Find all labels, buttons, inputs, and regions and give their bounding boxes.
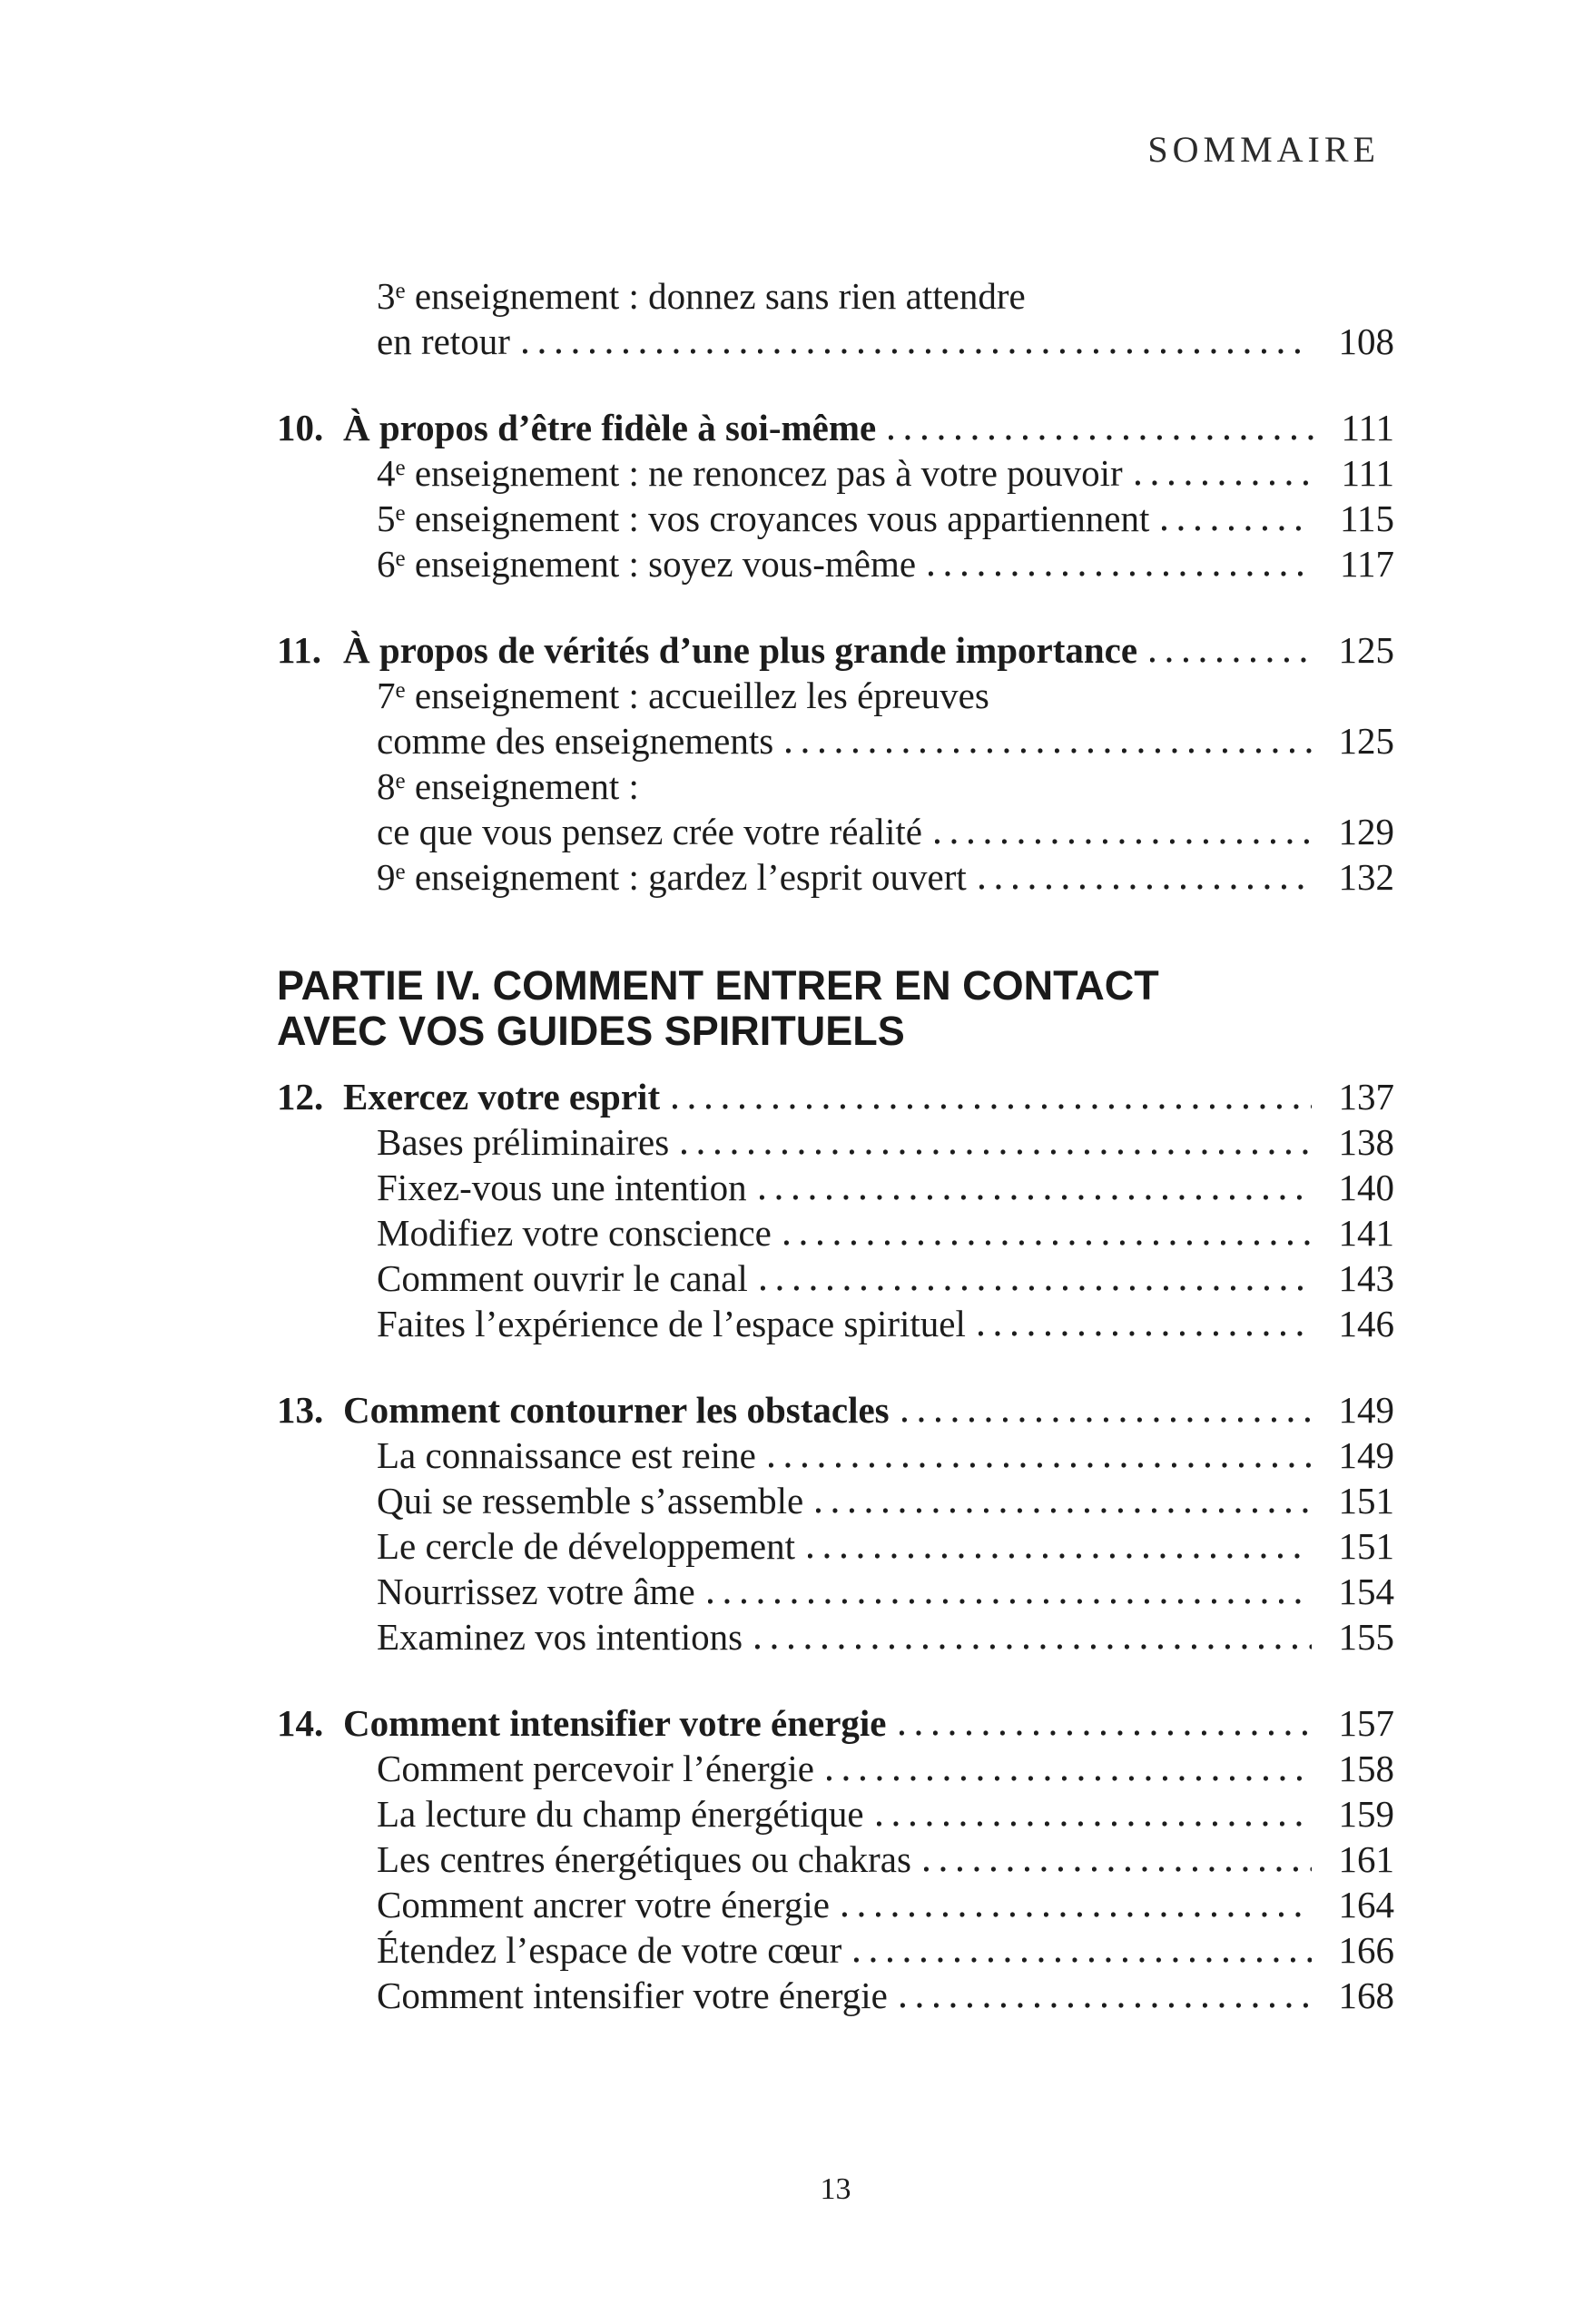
toc-sub-entry bbox=[277, 496, 1394, 541]
entry-title: Étendez l’espace de votre cœur bbox=[377, 1929, 842, 1971]
toc-sub-entry bbox=[277, 1927, 1394, 1973]
entry-title: Examinez vos intentions bbox=[377, 1616, 743, 1658]
entry-title: Nourrissez votre âme bbox=[377, 1571, 695, 1612]
entry-title: 5e enseignement : vos croyances vous appartiennent bbox=[377, 497, 1150, 539]
dot-leader bbox=[854, 1957, 1311, 1963]
toc-sub-entry bbox=[277, 319, 1394, 364]
toc-sub-entry bbox=[277, 763, 1394, 809]
page-title: SOMMAIRE bbox=[1147, 129, 1380, 170]
entry-title: Comment percevoir l’énergie bbox=[377, 1748, 814, 1789]
dot-leader bbox=[784, 1240, 1312, 1246]
page-ref: 161 bbox=[1338, 1838, 1394, 1880]
toc-sub-entry bbox=[277, 1837, 1394, 1882]
dot-leader bbox=[1150, 657, 1311, 663]
page-ref: 115 bbox=[1340, 497, 1394, 539]
page-ref: 151 bbox=[1338, 1525, 1394, 1567]
toc-chapter-entry bbox=[277, 1387, 1394, 1433]
toc-sub-entry bbox=[277, 1210, 1394, 1256]
toc-chapter-entry bbox=[277, 405, 1394, 450]
toc-sub-entry bbox=[277, 673, 1394, 718]
chapter-number: 12. bbox=[277, 1076, 324, 1118]
toc-part-heading bbox=[277, 963, 1394, 1009]
dot-leader bbox=[889, 435, 1313, 440]
page-ref: 157 bbox=[1338, 1702, 1394, 1744]
chapter-number: 14. bbox=[277, 1702, 324, 1744]
entry-title: Comment ouvrir le canal bbox=[377, 1257, 748, 1299]
page-ref: 154 bbox=[1338, 1571, 1394, 1612]
page-ref: 166 bbox=[1338, 1929, 1394, 1971]
entry-title: Modifiez votre conscience bbox=[377, 1212, 772, 1254]
toc-sub-entry bbox=[277, 1523, 1394, 1569]
dot-leader bbox=[979, 1331, 1312, 1336]
page-ref: 111 bbox=[1341, 407, 1394, 448]
page-ref: 168 bbox=[1338, 1974, 1394, 2016]
toc-sub-entry bbox=[277, 1973, 1394, 2018]
entry-title: AVEC VOS GUIDES SPIRITUELS bbox=[277, 1008, 905, 1054]
page-number: 13 bbox=[820, 2172, 851, 2206]
dot-leader bbox=[761, 1285, 1312, 1291]
entry-title: À propos de vérités d’une plus grande importance bbox=[343, 629, 1138, 671]
page-ref: 137 bbox=[1338, 1076, 1394, 1118]
entry-title: À propos d’être fidèle à soi-même bbox=[343, 407, 877, 448]
dot-leader bbox=[902, 1417, 1312, 1423]
dot-leader bbox=[935, 839, 1311, 844]
page-ref: 108 bbox=[1338, 320, 1394, 362]
dot-leader bbox=[924, 1866, 1312, 1872]
ordinal-suffix: e bbox=[395, 768, 406, 793]
chapter-number: 13. bbox=[277, 1389, 324, 1431]
entry-title: 4e enseignement : ne renoncez pas à votre pouvoir bbox=[377, 452, 1123, 494]
toc-sub-entry bbox=[277, 450, 1394, 496]
dot-leader bbox=[1162, 526, 1313, 531]
ordinal-suffix: e bbox=[395, 500, 406, 526]
dot-leader bbox=[682, 1149, 1311, 1155]
page-ref: 146 bbox=[1338, 1303, 1394, 1344]
entry-title: Comment contourner les obstacles bbox=[343, 1389, 890, 1431]
page-ref: 138 bbox=[1338, 1121, 1394, 1163]
toc-sub-entry bbox=[277, 1614, 1394, 1659]
page-ref: 125 bbox=[1338, 629, 1394, 671]
page-ref: 111 bbox=[1341, 452, 1394, 494]
ordinal-suffix: e bbox=[395, 278, 406, 303]
entry-title: 3e enseignement : donnez sans rien attendre bbox=[377, 275, 1026, 317]
chapter-number: 11. bbox=[277, 629, 321, 671]
dot-leader bbox=[755, 1644, 1311, 1649]
dot-leader bbox=[979, 884, 1312, 890]
dot-leader bbox=[900, 1730, 1312, 1736]
dot-leader bbox=[760, 1195, 1312, 1200]
entry-title: Les centres énergétiques ou chakras bbox=[377, 1838, 911, 1880]
entry-title: Comment intensifier votre énergie bbox=[377, 1974, 888, 2016]
toc-sub-entry bbox=[277, 1119, 1394, 1165]
toc-sub-entry bbox=[277, 1478, 1394, 1523]
page-ref: 129 bbox=[1338, 811, 1394, 852]
toc-sub-entry bbox=[277, 1882, 1394, 1927]
page-ref: 155 bbox=[1338, 1616, 1394, 1658]
dot-leader bbox=[842, 1912, 1311, 1917]
toc-chapter-entry bbox=[277, 1700, 1394, 1746]
entry-title: Faites l’expérience de l’espace spirituel bbox=[377, 1303, 966, 1344]
entry-title: Fixez-vous une intention bbox=[377, 1167, 747, 1208]
page-ref: 132 bbox=[1338, 856, 1394, 898]
entry-title: comme des enseignements bbox=[377, 720, 774, 762]
chapter-number: 10. bbox=[277, 407, 324, 448]
entry-title: 7e enseignement : accueillez les épreuves bbox=[377, 675, 989, 716]
entry-title: 8e enseignement : bbox=[377, 765, 639, 807]
entry-title: en retour bbox=[377, 320, 510, 362]
entry-title: Exercez votre esprit bbox=[343, 1076, 661, 1118]
entry-title: Qui se ressemble s’assemble bbox=[377, 1480, 804, 1521]
page-ref: 159 bbox=[1338, 1793, 1394, 1835]
toc-sub-entry bbox=[277, 1791, 1394, 1837]
toc-chapter-entry bbox=[277, 1074, 1394, 1119]
dot-leader bbox=[1136, 480, 1314, 486]
toc-part-heading bbox=[277, 1009, 1394, 1054]
entry-title: 9e enseignement : gardez l’esprit ouvert bbox=[377, 856, 967, 898]
toc-sub-entry bbox=[277, 541, 1394, 586]
dot-leader bbox=[816, 1508, 1311, 1513]
page-ref: 125 bbox=[1338, 720, 1394, 762]
dot-leader bbox=[827, 1776, 1312, 1781]
entry-title: 6e enseignement : soyez vous-même bbox=[377, 543, 917, 585]
dot-leader bbox=[786, 748, 1311, 753]
toc-list bbox=[277, 273, 1394, 2018]
entry-title: La lecture du champ énergétique bbox=[377, 1793, 864, 1835]
entry-title: La connaissance est reine bbox=[377, 1434, 756, 1476]
dot-leader bbox=[808, 1553, 1312, 1559]
ordinal-suffix: e bbox=[395, 677, 406, 703]
ordinal-suffix: e bbox=[395, 546, 406, 571]
page-ref: 164 bbox=[1338, 1884, 1394, 1925]
entry-title: Comment ancrer votre énergie bbox=[377, 1884, 831, 1925]
page-ref: 149 bbox=[1338, 1434, 1394, 1476]
toc-chapter-entry bbox=[277, 627, 1394, 673]
toc-sub-entry bbox=[277, 1301, 1394, 1346]
dot-leader bbox=[708, 1599, 1312, 1604]
entry-title: Comment intensifier votre énergie bbox=[343, 1702, 887, 1744]
page-ref: 141 bbox=[1338, 1212, 1394, 1254]
toc-sub-entry bbox=[277, 273, 1394, 319]
ordinal-suffix: e bbox=[395, 859, 406, 884]
toc-sub-entry bbox=[277, 1433, 1394, 1478]
page-ref: 151 bbox=[1338, 1480, 1394, 1521]
page-ref: 117 bbox=[1340, 543, 1394, 585]
toc-sub-entry bbox=[277, 1165, 1394, 1210]
toc-sub-entry bbox=[277, 854, 1394, 900]
entry-title: PARTIE IV. COMMENT ENTRER EN CONTACT bbox=[277, 962, 1159, 1009]
page-ref: 149 bbox=[1338, 1389, 1394, 1431]
toc-sub-entry bbox=[277, 1746, 1394, 1791]
page-ref: 158 bbox=[1338, 1748, 1394, 1789]
dot-leader bbox=[900, 2003, 1312, 2008]
entry-title: Bases préliminaires bbox=[377, 1121, 670, 1163]
dot-leader bbox=[929, 571, 1313, 576]
toc-sub-entry bbox=[277, 1569, 1394, 1614]
entry-title: ce que vous pensez crée votre réalité bbox=[377, 811, 923, 852]
page-ref: 143 bbox=[1338, 1257, 1394, 1299]
dot-leader bbox=[769, 1462, 1312, 1468]
toc-sub-entry bbox=[277, 1256, 1394, 1301]
ordinal-suffix: e bbox=[395, 455, 406, 480]
dot-leader bbox=[877, 1821, 1312, 1827]
dot-leader bbox=[523, 349, 1312, 354]
dot-leader bbox=[673, 1104, 1311, 1109]
page-ref: 140 bbox=[1338, 1167, 1394, 1208]
entry-title: Le cercle de développement bbox=[377, 1525, 795, 1567]
toc-sub-entry bbox=[277, 718, 1394, 763]
toc-sub-entry bbox=[277, 809, 1394, 854]
